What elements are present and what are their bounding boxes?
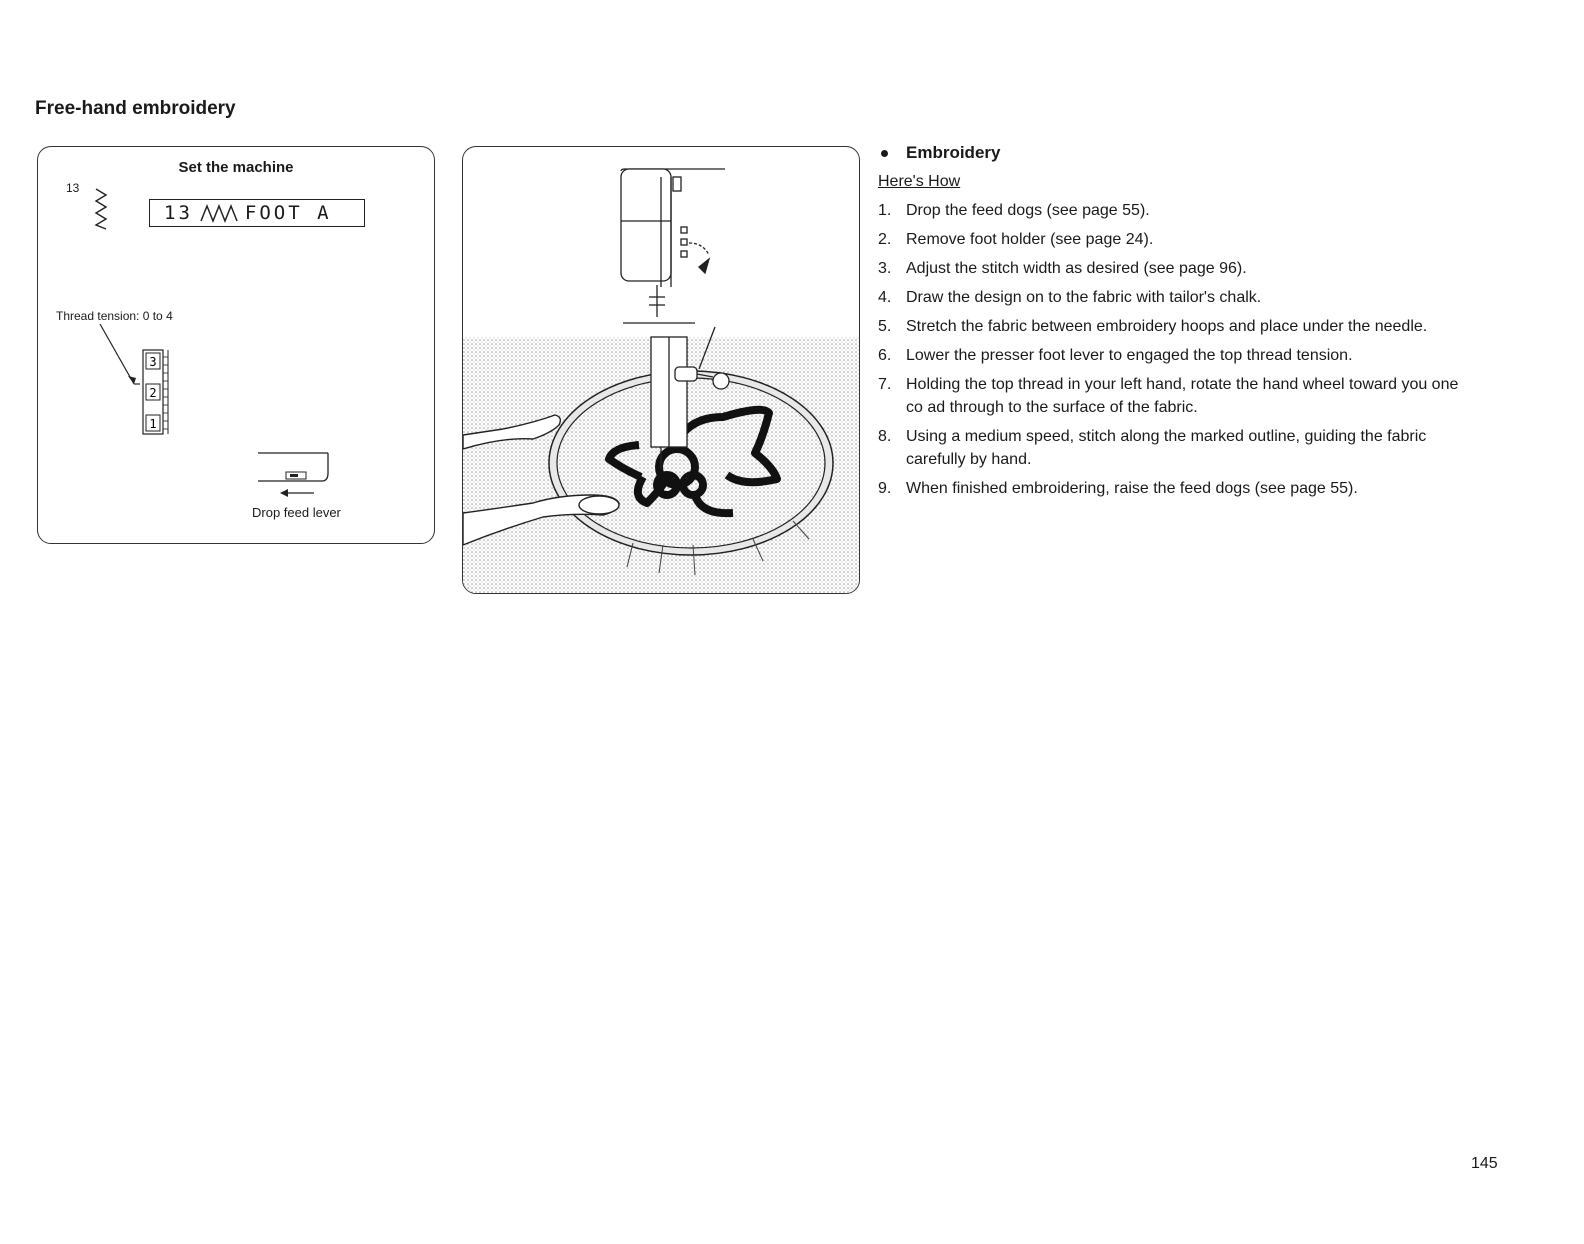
lcd-zigzag-icon bbox=[199, 203, 239, 223]
tension-pointer-arrow-icon bbox=[98, 322, 148, 402]
step-text: Lower the presser foot lever to engaged the top thread tension. bbox=[906, 347, 1353, 364]
step-item bbox=[878, 315, 1528, 338]
machine-head-drawing bbox=[621, 169, 725, 323]
lcd-stitch-number: 13 bbox=[164, 202, 193, 224]
embroidery-illustration bbox=[462, 146, 860, 594]
step-text: Using a medium speed, stitch along the marked outline, guiding the fabric carefully by hand. bbox=[906, 428, 1427, 468]
step-text: Draw the design on to the fabric with tailor's chalk. bbox=[906, 289, 1262, 306]
step-number: 5. bbox=[878, 318, 892, 335]
embroidery-heading bbox=[878, 143, 1000, 163]
step-item bbox=[878, 199, 1528, 222]
lcd-foot-label: FOOT A bbox=[244, 202, 332, 224]
tension-value-2: 2 bbox=[149, 386, 157, 400]
zigzag-stitch-icon bbox=[93, 187, 109, 231]
step-text: Holding the top thread in your left hand, rotate the hand wheel toward you one co ad through to the surface of the fabric. bbox=[906, 376, 1459, 416]
heres-how-subheading: Here's How bbox=[878, 173, 961, 190]
tension-value-3: 3 bbox=[149, 355, 157, 369]
thread-tension-label: Thread tension: 0 to 4 bbox=[56, 309, 173, 323]
step-text: Drop the feed dogs (see page 55). bbox=[906, 202, 1150, 219]
tension-dial bbox=[142, 349, 172, 440]
drop-feed-lever-label: Drop feed lever bbox=[252, 505, 341, 520]
lcd-display bbox=[149, 199, 365, 227]
step-number: 4. bbox=[878, 289, 892, 306]
step-number: 8. bbox=[878, 428, 892, 445]
step-number: 1. bbox=[878, 202, 892, 219]
step-item bbox=[878, 425, 1478, 471]
stitch-number: 13 bbox=[66, 181, 80, 195]
step-number: 7. bbox=[878, 376, 892, 393]
step-text: When finished embroidering, raise the feed dogs (see page 55). bbox=[906, 480, 1358, 497]
step-number: 6. bbox=[878, 347, 892, 364]
step-item bbox=[878, 286, 1528, 309]
step-text: Stretch the fabric between embroidery hoops and place under the needle. bbox=[906, 318, 1428, 335]
step-number: 3. bbox=[878, 260, 892, 277]
step-number: 9. bbox=[878, 480, 892, 497]
drop-feed-lever-icon bbox=[256, 447, 336, 499]
set-machine-panel bbox=[37, 146, 435, 544]
tension-value-1: 1 bbox=[149, 417, 157, 431]
step-item bbox=[878, 373, 1478, 419]
set-machine-heading: Set the machine bbox=[178, 159, 294, 176]
step-item bbox=[878, 477, 1528, 500]
step-number: 2. bbox=[878, 231, 892, 248]
page-number: 145 bbox=[1471, 1155, 1498, 1172]
embroidery-heading-text: Embroidery bbox=[906, 143, 1001, 162]
step-text: Remove foot holder (see page 24). bbox=[906, 231, 1154, 248]
step-item bbox=[878, 228, 1528, 251]
bullet-icon bbox=[881, 150, 888, 157]
step-item bbox=[878, 257, 1528, 280]
page-title: Free-hand embroidery bbox=[35, 98, 236, 119]
step-item bbox=[878, 344, 1528, 367]
steps-list bbox=[878, 199, 1528, 500]
step-text: Adjust the stitch width as desired (see page 96). bbox=[906, 260, 1247, 277]
